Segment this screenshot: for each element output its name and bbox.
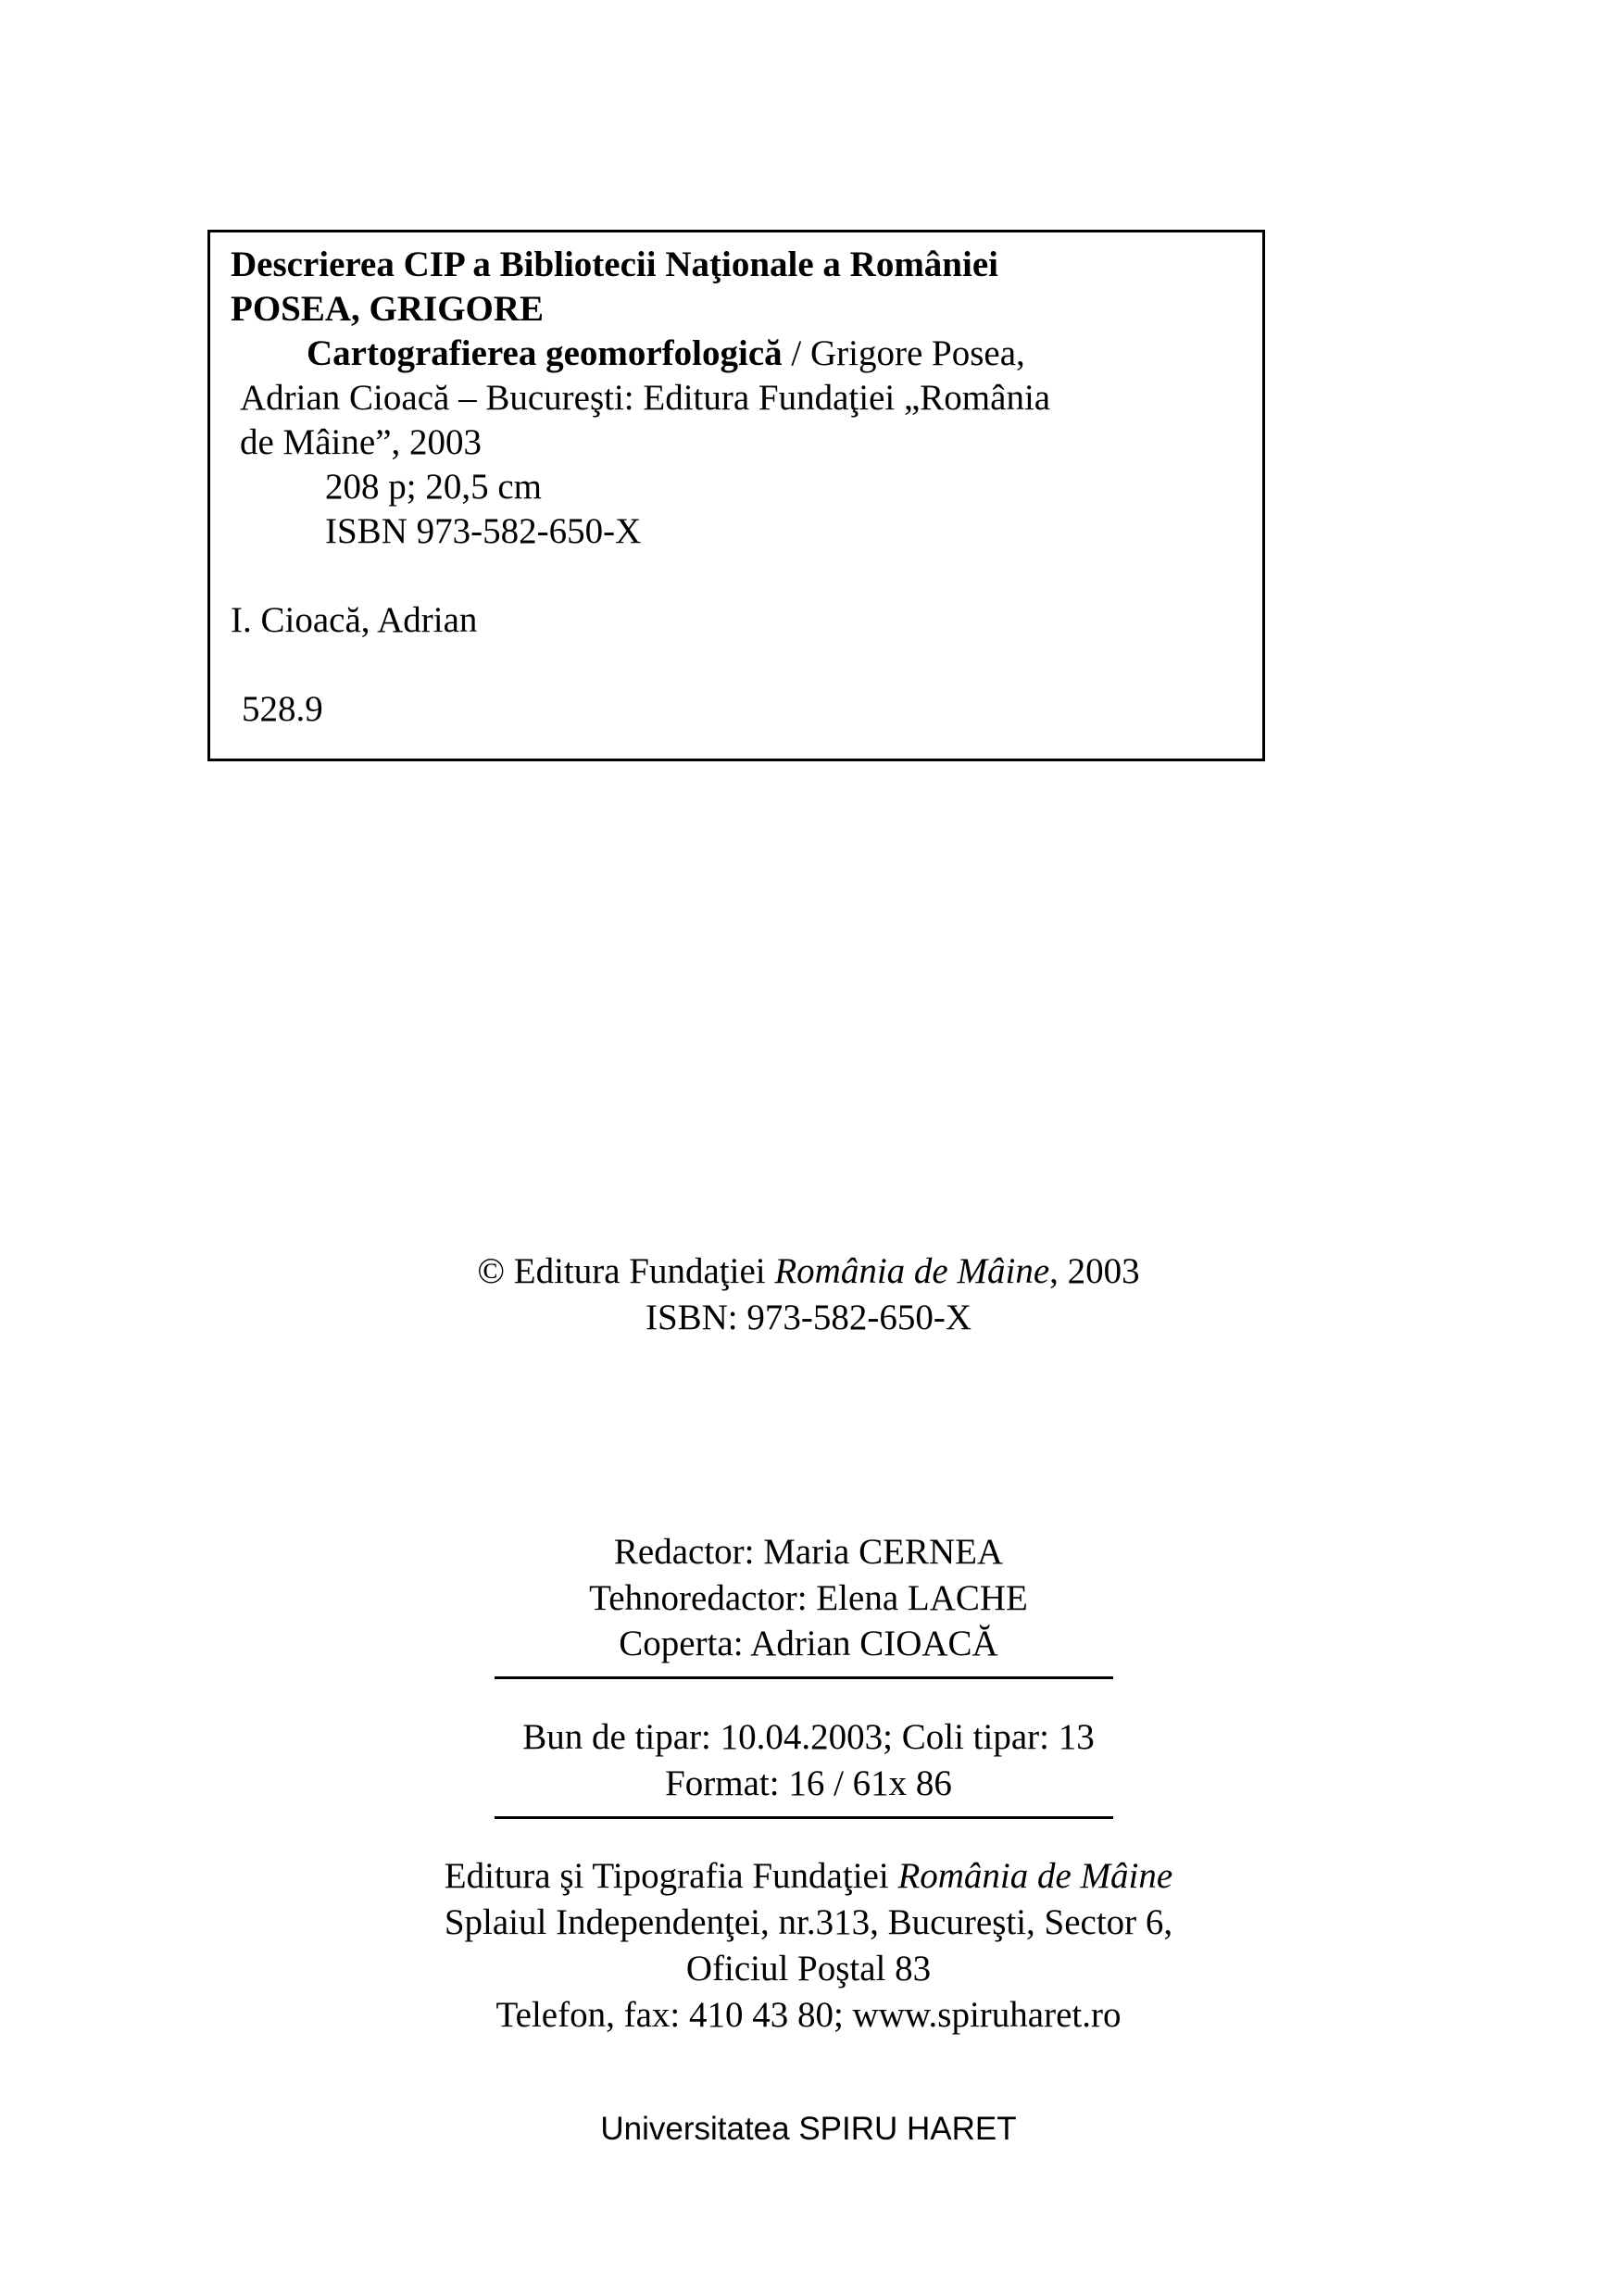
publisher-line	[0, 1854, 1617, 1899]
cip-authors-line: Adrian Cioacă – Bucureşti: Editura Fundaţiei „România	[240, 378, 1051, 418]
cip-secondary-entry: I. Cioacă, Adrian	[231, 600, 478, 640]
cip-isbn: ISBN 973-582-650-X	[325, 511, 642, 551]
print-info: Bun de tipar: 10.04.2003; Coli tipar: 13	[522, 1717, 1095, 1757]
copyright-prefix: © Editura Fundaţiei	[477, 1251, 775, 1291]
cip-classification: 528.9	[242, 689, 323, 729]
cip-publisher-line: de Mâine”, 2003	[240, 422, 483, 462]
divider-rule	[495, 1676, 1113, 1679]
cip-record-box	[207, 230, 1265, 761]
cip-title-responsibility: / Grigore Posea,	[782, 333, 1025, 373]
credit-editor: Redactor: Maria CERNEA	[613, 1532, 1004, 1572]
copyright-publisher: România de Mâine	[774, 1251, 1050, 1291]
cip-heading: Descrierea CIP a Bibliotecii Naţionale a României	[231, 245, 998, 284]
copyright-year: , 2003	[1049, 1251, 1140, 1291]
credit-cover: Coperta: Adrian CIOACĂ	[619, 1624, 998, 1663]
copyright-isbn: ISBN: 973-582-650-X	[645, 1298, 972, 1337]
print-format: Format: 16 / 61x 86	[665, 1763, 952, 1803]
cip-author: POSEA, GRIGORE	[231, 289, 545, 329]
cip-title: Cartografierea geomorfologică	[307, 333, 783, 373]
publisher-address: Splaiul Independenţei, nr.313, Bucureşti, Sector 6,	[444, 1902, 1173, 1942]
publisher-name: România de Mâine	[897, 1856, 1173, 1896]
credit-technical-editor: Tehnoredactor: Elena LACHE	[589, 1578, 1028, 1618]
cip-extent: 208 p; 20,5 cm	[325, 467, 542, 507]
cip-title-line	[307, 332, 1025, 375]
publisher-contact: Telefon, fax: 410 43 80; www.spiruharet.ro	[495, 1995, 1122, 2035]
university-footer: Universitatea SPIRU HARET	[600, 2111, 1017, 2147]
publisher-prefix: Editura şi Tipografia Fundaţiei	[444, 1856, 898, 1896]
copyright-line	[0, 1249, 1617, 1294]
publisher-post-office: Oficiul Poştal 83	[685, 1949, 932, 1989]
divider-rule	[495, 1816, 1113, 1819]
